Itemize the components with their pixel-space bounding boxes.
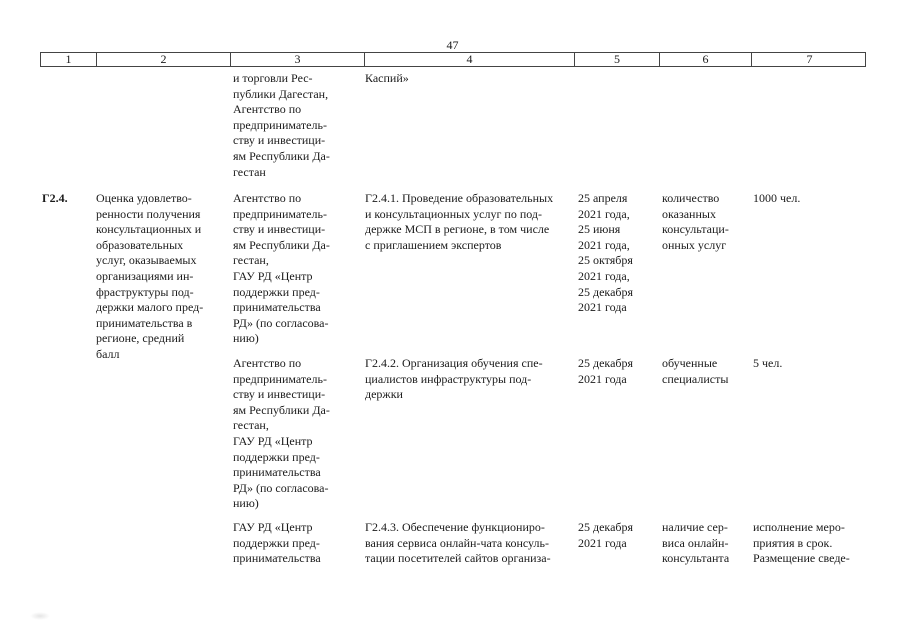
row3-activity: Г2.4.3. Обеспечение функциониро- вания сервиса онлайн-чата консуль- тации посетителей сайтов организа- bbox=[365, 520, 551, 566]
header-col-5: 5 bbox=[575, 53, 660, 66]
row3-executor: ГАУ РД «Центр поддержки пред- принимательства bbox=[233, 520, 321, 566]
page-number: 47 bbox=[446, 38, 459, 52]
continuation-executor: и торговли Рес- публики Дагестан, Агентство по предприниматель- ству и инвестици- ям Республики Да- гестан bbox=[233, 71, 330, 179]
row1-executor: Агентство по предприниматель- ству и инвестици- ям Республики Да- гестан, ГАУ РД «Центр поддержки пред- принимательства РД» (по согласова- нию) bbox=[233, 191, 330, 346]
row3-deadline: 25 декабря 2021 года bbox=[578, 520, 634, 550]
header-col-6: 6 bbox=[660, 53, 752, 66]
row1-result: количество оказанных консультаци- онных услуг bbox=[662, 191, 729, 252]
row3-result: наличие сер- виса онлайн- консультанта bbox=[662, 520, 730, 566]
row2-executor: Агентство по предприниматель- ству и инвестици- ям Республики Да- гестан, ГАУ РД «Центр поддержки пред- принимательства РД» (по согласова- нию) bbox=[233, 356, 330, 511]
indicator-description: Оценка удовлетво- ренности получения консультационных и образовательных услуг, оказываемых организациями ин- фраструктуры под- держки малого пред- принимательства в регионе, средний балл bbox=[96, 191, 204, 361]
header-col-3: 3 bbox=[231, 53, 365, 66]
indicator-code: Г2.4. bbox=[42, 191, 68, 205]
row1-deadline: 25 апреля 2021 года, 25 июня 2021 года, 25 октября 2021 года, 25 декабря 2021 года bbox=[578, 191, 634, 315]
row2-result: обученные специалисты bbox=[662, 356, 729, 386]
row2-activity: Г2.4.2. Организация обучения спе- циалистов инфраструктуры под- держки bbox=[365, 356, 543, 402]
row2-deadline: 25 декабря 2021 года bbox=[578, 356, 634, 386]
header-col-4: 4 bbox=[365, 53, 575, 66]
table-header-row bbox=[40, 52, 866, 67]
header-col-7: 7 bbox=[806, 52, 813, 66]
continuation-activity: Каспий» bbox=[365, 71, 409, 85]
row1-activity: Г2.4.1. Проведение образовательных и консультационных услуг по под- держке МСП в регионе, в том числе с приглашением экспертов bbox=[365, 191, 554, 252]
row3-value: исполнение меро- приятия в срок. Размещение сведе- bbox=[753, 520, 850, 566]
row1-value: 1000 чел. bbox=[753, 191, 801, 205]
header-col-1: 1 bbox=[41, 53, 97, 66]
row2-value: 5 чел. bbox=[753, 356, 783, 370]
scan-smudge bbox=[30, 612, 50, 620]
header-col-2: 2 bbox=[97, 53, 231, 66]
